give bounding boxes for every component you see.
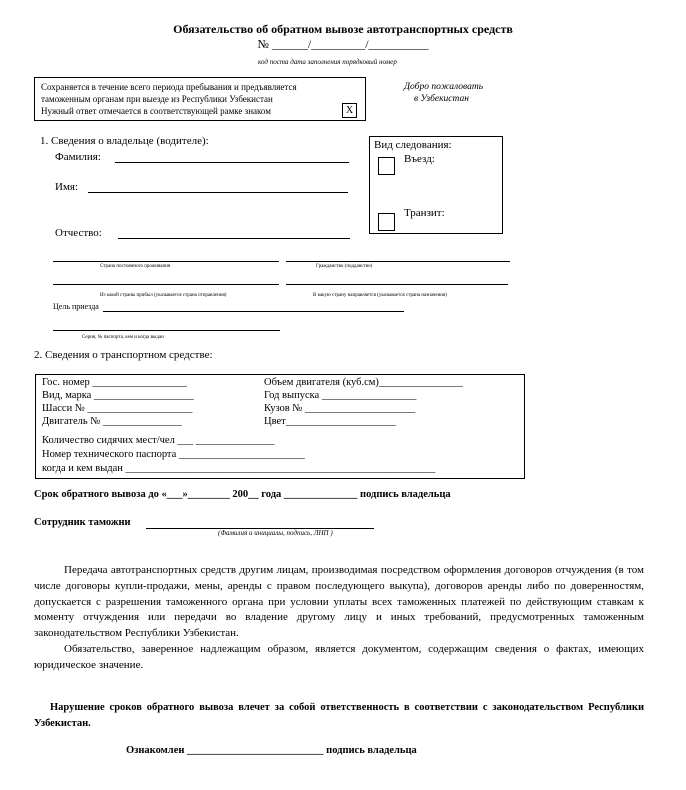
transit-label: Транзит: bbox=[404, 207, 445, 219]
purpose-label: Цель приезда bbox=[53, 302, 99, 311]
entry-label: Въезд: bbox=[404, 153, 435, 165]
patronymic-label: Отчество: bbox=[55, 227, 102, 239]
plate-field[interactable]: Гос. номер __________________ bbox=[42, 377, 187, 388]
acknowledgement-line[interactable]: Ознакомлен __________________________ подпись владельца bbox=[126, 745, 417, 756]
patronymic-field[interactable] bbox=[118, 238, 350, 239]
document-title: Обязательство об обратном вывозе автотранспортных средств bbox=[173, 22, 513, 36]
customs-officer-caption: (Фамилия и инициалы, подпись, ЛНП ) bbox=[218, 529, 333, 537]
passport-caption: Серия, № паспорта, кем и когда выдан bbox=[82, 335, 164, 340]
name-label: Имя: bbox=[55, 181, 79, 193]
route-type-title: Вид следования: bbox=[374, 139, 452, 151]
document-number-caption: код поста дата заполнения порядковый номер bbox=[258, 58, 397, 66]
citizenship-caption: Гражданство (подданство) bbox=[316, 264, 373, 269]
notice-box bbox=[34, 77, 366, 121]
from-country-caption: Из какой страны прибыл (указывается страна отправления) bbox=[100, 293, 227, 298]
purpose-field[interactable] bbox=[103, 311, 404, 312]
tech-passport-field[interactable]: Номер технического паспорта ________________________ bbox=[42, 449, 305, 460]
transfer-paragraph: Передача автотранспортных средств другим лицам, производимая посредством оформления договоров отчуждения (в том числе договоры купли-продажи, мены, аренды с правом последующего выкупа), договоров аренды либо по доверенностям, допускается с разрешения таможенного органа при условии уплаты всех таможенных платежей по действующим ставкам к моменту отчуждения или передачи во владение другому лицу и иных требований, предусмотренных таможенным законодательством Республики Узбекистан. bbox=[34, 564, 644, 640]
type-field[interactable]: Вид, марка ___________________ bbox=[42, 390, 194, 401]
customs-officer-label: Сотрудник таможни bbox=[34, 517, 131, 528]
body-field[interactable]: Кузов № _____________________ bbox=[264, 403, 416, 414]
color-field[interactable]: Цвет_____________________ bbox=[264, 416, 396, 427]
year-field[interactable]: Год выпуска __________________ bbox=[264, 390, 417, 401]
chassis-field[interactable]: Шасси № ____________________ bbox=[42, 403, 193, 414]
legal-text bbox=[34, 563, 644, 674]
residence-caption: Страна постоянного проживания bbox=[100, 264, 171, 269]
citizenship-field[interactable] bbox=[286, 261, 510, 262]
issued-field[interactable]: когда и кем выдан ___________________________________________________________ bbox=[42, 463, 436, 474]
notice-line-2: таможенным органам при выезде из Республики Узбекистан bbox=[41, 94, 273, 104]
to-country-caption: В какую страну направляется (указывается страна назначения) bbox=[313, 293, 447, 298]
notice-line-1: Сохраняется в течение всего периода пребывания и предъявляется bbox=[41, 82, 297, 92]
vehicle-section-title: 2. Сведения о транспортном средстве: bbox=[34, 349, 213, 361]
volume-field[interactable]: Объем двигателя (куб.см)________________ bbox=[264, 377, 463, 388]
route-type-box bbox=[369, 136, 503, 234]
surname-field[interactable] bbox=[115, 162, 349, 163]
to-country-field[interactable] bbox=[286, 284, 508, 285]
entry-checkbox[interactable] bbox=[378, 157, 395, 175]
welcome-text-2: в Узбекистан bbox=[414, 94, 469, 104]
legal-status-paragraph: Обязательство, заверенное надлежащим образом, является документом, содержащим сведения о фактах, имеющих юридическое значение. bbox=[34, 642, 644, 671]
residence-field[interactable] bbox=[53, 261, 279, 262]
return-deadline[interactable]: Срок обратного вывоза до «___»________ 200__ года ______________ подпись владельца bbox=[34, 489, 451, 500]
liability-warning: Нарушение сроков обратного вывоза влечет за собой ответственность в соответствии с законодательством Республики Узбекистан. bbox=[34, 702, 644, 729]
mark-example-box: X bbox=[342, 103, 357, 118]
owner-section-title: 1. Сведения о владельце (водителе): bbox=[40, 135, 209, 147]
from-country-field[interactable] bbox=[53, 284, 279, 285]
document-number[interactable]: № ______/_________/__________ bbox=[257, 37, 429, 51]
name-field[interactable] bbox=[88, 192, 348, 193]
welcome-text: Добро пожаловать bbox=[404, 82, 484, 92]
surname-label: Фамилия: bbox=[55, 151, 101, 163]
transit-checkbox[interactable] bbox=[378, 213, 395, 231]
passport-field[interactable] bbox=[53, 330, 280, 331]
vehicle-box bbox=[35, 374, 525, 479]
notice-line-3: Нужный ответ отмечается в соответствующей рамке знаком bbox=[41, 106, 271, 116]
seats-field[interactable]: Количество сидячих мест/чел ___ _______________ bbox=[42, 435, 275, 446]
engine-field[interactable]: Двигатель № _______________ bbox=[42, 416, 182, 427]
